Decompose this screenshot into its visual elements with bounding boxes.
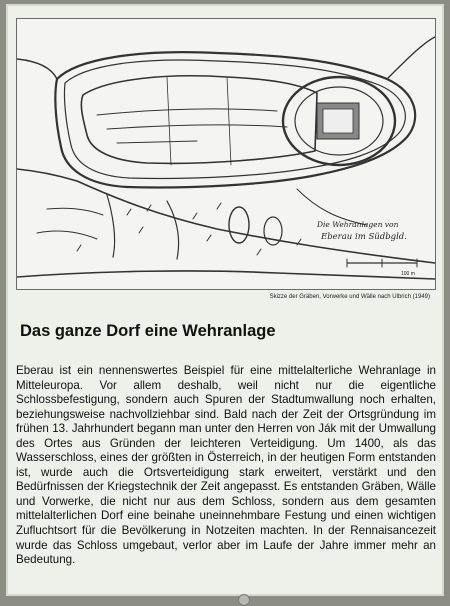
map-scale-label: 100 m	[401, 271, 415, 277]
fortification-map	[16, 18, 436, 290]
mounting-screw	[238, 594, 250, 606]
page-title: Das ganze Dorf eine Wehranlage	[20, 322, 276, 340]
body-paragraph: Eberau ist ein nennenswertes Beispiel für eine mittelalterliche Wehranlage in Mitteleuropa. Vor allem deshalb, weil nicht nur die eigentliche Schlossbefestigung, sondern auch Spuren der Stadtumwallung noch erhalten, beziehungsweise nachvollziehbar sind. Bald nach der Zeit der Ortsgründung im frühen 13. Jahrhundert begann man unter den Herren von Ják mit der Umwallung des Ortes aus Gründen der leichteren Verteidigung. Um 1400, als das Wasserschloss, eines der größten in Österreich, in der heutigen Form entstanden ist, wurde auch die Ortsverteidigung stark erweitert, verstärkt und den Bedürfnissen der Kriegstechnik der Zeit angepasst. Es entstanden Gräben, Wälle und Vorwerke, die nicht nur aus dem Schloss, sondern aus dem gesamten mittelalterlichen Dorf eine beinahe uneinnehmbare Festung und einen wichtigen Zufluchtsort für die Bevölkerung in Notzeiten machten. In der Rennaisancezeit wurde das Schloss umgebaut, verlor aber im Laufe der Jahre immer mehr an Bedeutung.	[16, 364, 436, 567]
map-sketch	[17, 19, 435, 289]
information-sign	[6, 4, 444, 596]
map-legend-line1: Die Wehranlagen von	[317, 220, 399, 229]
map-caption: Skizze der Gräben, Vorwerke und Wälle nach Ulbrich (1949)	[269, 294, 430, 300]
map-legend-line2: Eberau im Südbgld.	[321, 232, 407, 242]
